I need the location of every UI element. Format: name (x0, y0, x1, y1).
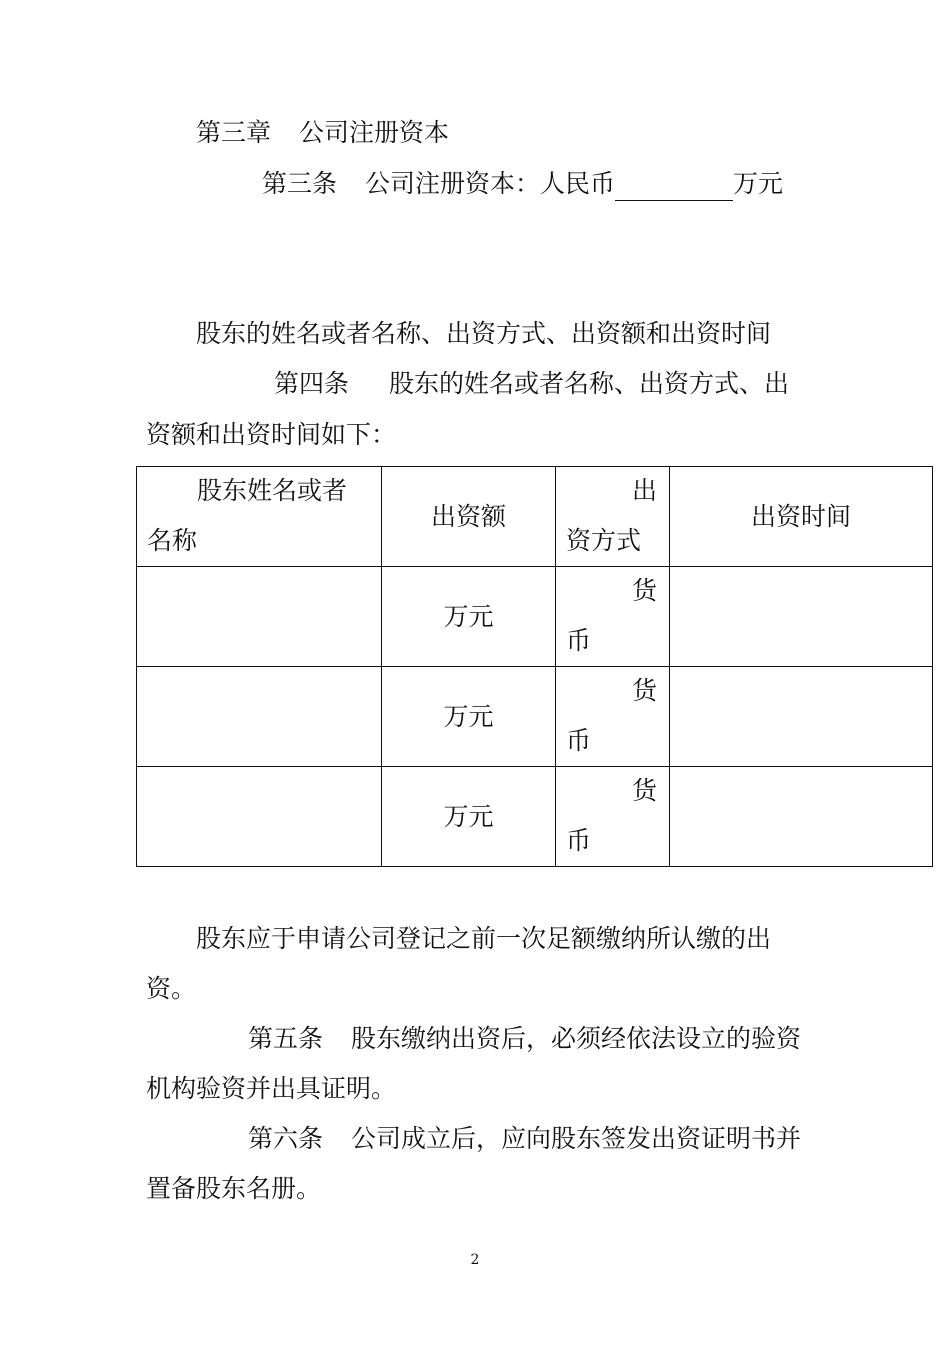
cell-time (670, 667, 933, 767)
cell-amount: 万元 (382, 767, 556, 867)
header-time: 出资时间 (670, 467, 933, 567)
article-3 (262, 167, 783, 201)
page-number: 2 (470, 1252, 480, 1268)
cell-shareholder-name (137, 767, 382, 867)
article-4-line-2: 资额和出资时间如下： (146, 420, 397, 449)
header-method: 出 资方式 (556, 467, 670, 567)
cell-method: 货 币 (556, 667, 670, 767)
article-5-label: 第五条 (248, 1024, 324, 1053)
payment-paragraph-line-1: 股东应于申请公司登记之前一次足额缴纳所认缴的出 (196, 924, 772, 953)
section-heading: 股东的姓名或者名称、出资方式、出资额和出资时间 (196, 319, 772, 348)
cell-shareholder-name (137, 567, 382, 667)
article-5-line-2: 机构验资并出具证明。 (146, 1074, 397, 1103)
article-6-label: 第六条 (248, 1124, 324, 1153)
article-4-label: 第四条 (274, 369, 350, 398)
article-6-text: 公司成立后，应向股东签发出资证明书并 (351, 1124, 802, 1153)
cell-method: 货 币 (556, 567, 670, 667)
capital-amount-blank (615, 170, 733, 201)
header-shareholder-name: 股东姓名或者 名称 (137, 467, 382, 567)
cell-time (670, 567, 933, 667)
cell-method: 货 币 (556, 767, 670, 867)
table-row (137, 667, 933, 767)
article-6-line-1 (248, 1122, 801, 1156)
article-4-text: 股东的姓名或者名称、出资方式、出 (389, 369, 790, 398)
article-3-unit: 万元 (733, 169, 784, 198)
payment-paragraph-line-2: 资。 (146, 974, 197, 1003)
cell-amount: 万元 (382, 667, 556, 767)
table-row (137, 567, 933, 667)
chapter-title: 公司注册资本 (299, 118, 450, 147)
article-6-line-2: 置备股东名册。 (146, 1174, 322, 1203)
cell-time (670, 767, 933, 867)
article-3-label: 第三条 (262, 169, 338, 198)
contribution-table (136, 466, 933, 867)
header-amount: 出资额 (382, 467, 556, 567)
article-5-text: 股东缴纳出资后，必须经依法设立的验资 (351, 1024, 802, 1053)
chapter-label: 第三章 (196, 118, 272, 147)
cell-shareholder-name (137, 667, 382, 767)
table-row (137, 767, 933, 867)
article-5-line-1 (248, 1022, 801, 1056)
article-4-line-1 (274, 367, 789, 401)
article-3-text: 公司注册资本：人民币 (365, 169, 616, 198)
cell-amount: 万元 (382, 567, 556, 667)
chapter-heading (196, 116, 449, 150)
table-header-row (137, 467, 933, 567)
